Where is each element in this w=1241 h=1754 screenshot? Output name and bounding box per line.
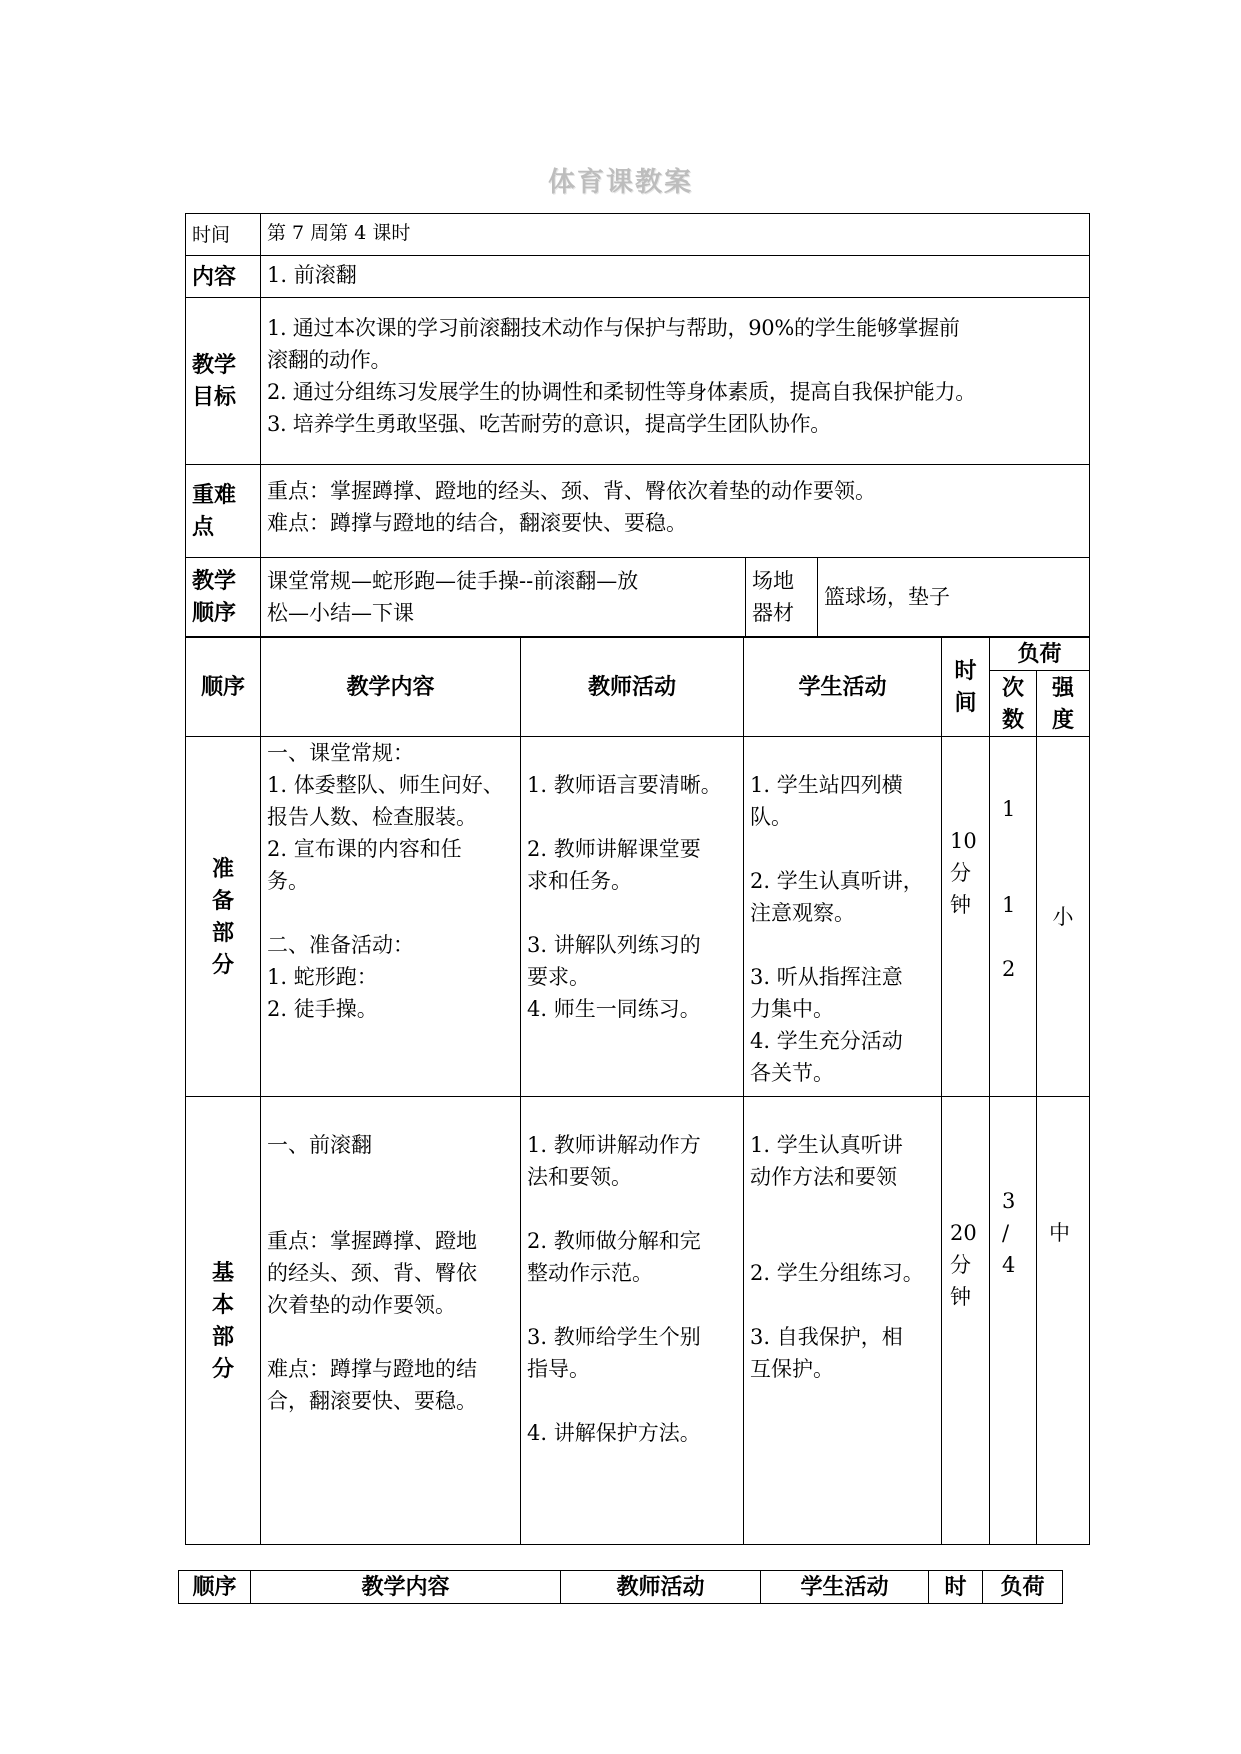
goal-line: 滚翻的动作。: [267, 348, 392, 372]
prep-student: 1. 学生站四列横 队。 2. 学生认真听讲， 注意观察。 3. 听从指挥注意 力集中。 4. 学生充分活动 各关节。: [744, 737, 942, 1097]
col-load: 负荷: [990, 638, 1090, 671]
cont-col-teacher: 教师活动: [561, 1571, 761, 1604]
lesson-info-table: [185, 213, 1090, 637]
basic-row: [186, 1097, 1090, 1545]
order-label: 教学 顺序: [186, 558, 261, 637]
continuation-header-table: [178, 1570, 1063, 1604]
prep-teacher: 1. 教师语言要清晰。 2. 教师讲解课堂要 求和任务。 3. 讲解队列练习的 要求。 4. 师生一同练习。: [521, 737, 744, 1097]
key-point-line: 重点：掌握蹲撑、蹬地的经头、颈、背、臀依次着垫的动作要领。: [267, 479, 876, 503]
basic-content: 一、前滚翻 重点：掌握蹲撑、蹬地 的经头、颈、背、臀依 次着垫的动作要领。 难点：蹲撑与蹬地的结 合，翻滚要快、要稳。: [261, 1097, 521, 1545]
goal-line: 1. 通过本次课的学习前滚翻技术动作与保护与帮助，90%的学生能够掌握前: [267, 316, 960, 340]
col-content: 教学内容: [261, 638, 521, 737]
lesson-sequence: 课堂常规—蛇形跑—徒手操--前滚翻—放 松—小结—下课: [261, 558, 746, 637]
basic-time: 20 分 钟: [942, 1097, 990, 1545]
venue-label: 场地 器材: [746, 558, 818, 637]
basic-teacher: 1. 教师讲解动作方 法和要领。 2. 教师做分解和完 整动作示范。 3. 教师给学生个别 指导。 4. 讲解保护方法。: [521, 1097, 744, 1545]
content-value: 1. 前滚翻: [261, 256, 1090, 298]
cont-col-order: 顺序: [179, 1571, 251, 1604]
goal-line: 3. 培养学生勇敢坚强、吃苦耐劳的意识，提高学生团队协作。: [267, 412, 832, 436]
key-point-line: 难点：蹲撑与蹬地的结合，翻滚要快、要稳。: [267, 511, 687, 535]
col-student: 学生活动: [744, 638, 942, 737]
prep-content: 一、课堂常规： 1. 体委整队、师生问好、 报告人数、检查服装。 2. 宣布课的内容和任 务。 二、准备活动： 1. 蛇形跑： 2. 徒手操。: [261, 737, 521, 1097]
venue-value: 篮球场，垫子: [818, 558, 1090, 637]
content-label: 内容: [186, 256, 261, 298]
col-times: 次 数: [990, 671, 1037, 737]
basic-times: 3 / 4: [990, 1097, 1037, 1545]
prep-intensity: 小: [1037, 737, 1090, 1097]
cont-col-student: 学生活动: [761, 1571, 929, 1604]
goal-line: 2. 通过分组练习发展学生的协调性和柔韧性等身体素质，提高自我保护能力。: [267, 380, 976, 404]
cont-col-time: 时: [929, 1571, 983, 1604]
key-points-label: 重难 点: [186, 465, 261, 558]
basic-intensity: 中: [1037, 1097, 1090, 1545]
prep-row: [186, 737, 1090, 1097]
cont-col-load: 负荷: [983, 1571, 1063, 1604]
time-label: 时间: [186, 214, 261, 256]
cont-col-content: 教学内容: [251, 1571, 561, 1604]
col-order: 顺序: [186, 638, 261, 737]
goals-list: [261, 298, 1090, 465]
basic-section-label: 基 本 部 分: [186, 1097, 261, 1545]
document-title: 体育课教案: [548, 167, 693, 198]
lesson-plan-table: [185, 637, 1090, 1545]
key-points: [261, 465, 1090, 558]
col-time: 时 间: [942, 638, 990, 737]
time-value: 第 7 周第 4 课时: [261, 214, 1090, 256]
prep-times: 1 1 2: [990, 737, 1037, 1097]
col-intensity: 强 度: [1037, 671, 1090, 737]
basic-student: 1. 学生认真听讲 动作方法和要领 2. 学生分组练习。 3. 自我保护，相 互保护。: [744, 1097, 942, 1545]
prep-section-label: 准 备 部 分: [186, 737, 261, 1097]
col-teacher: 教师活动: [521, 638, 744, 737]
goal-label: 教学 目标: [186, 298, 261, 465]
prep-time: 10 分 钟: [942, 737, 990, 1097]
